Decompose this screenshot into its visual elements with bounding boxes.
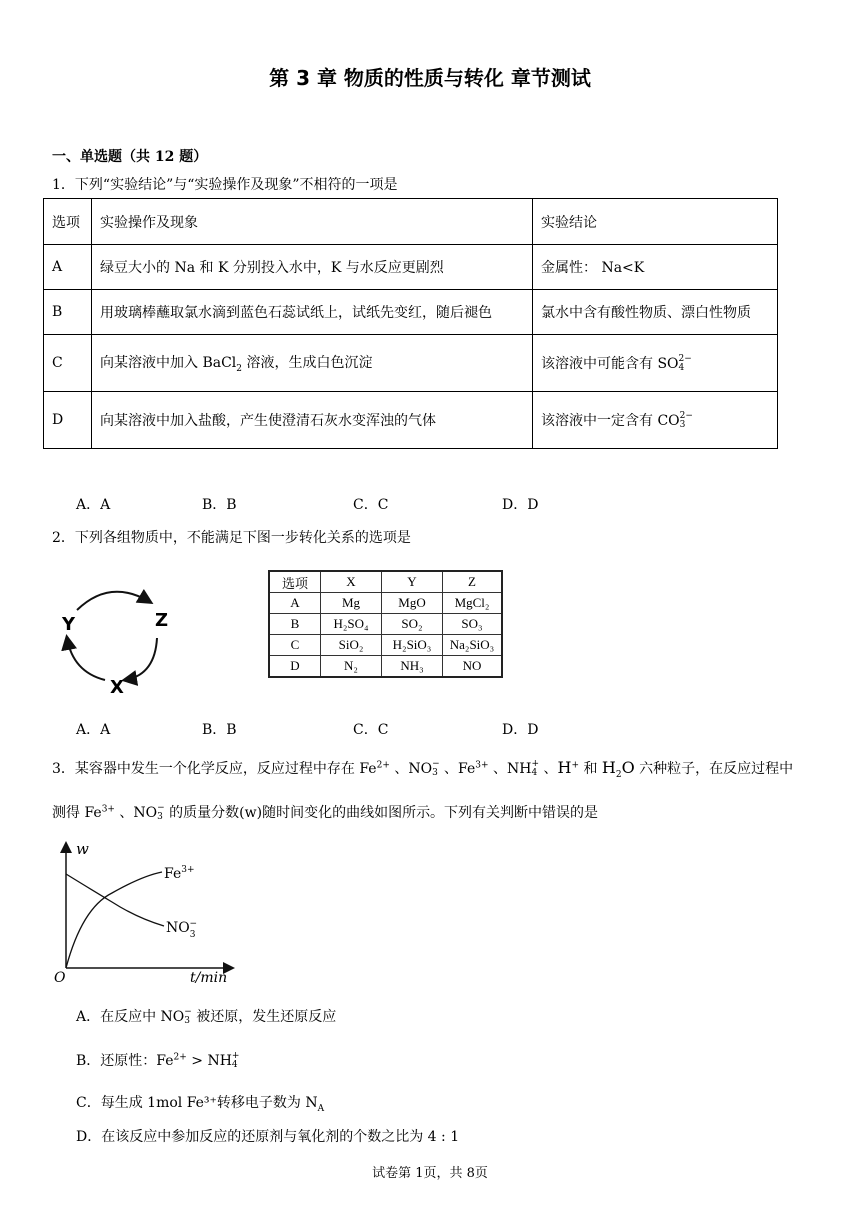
- q3-stem-line1: 3．某容器中发生一个化学反应，反应过程中存在 $Fe^{2+}$ 、NO − 3 、$Fe^{3+}$ 、NH + 4 、H+ 和 $H_2O$ 六种粒子，在反应过程中: [52, 758, 794, 780]
- subscript: 4: [678, 363, 685, 373]
- stem-text: 六种粒子，在反应过程中: [639, 761, 794, 777]
- row-option: C: [44, 335, 92, 392]
- label-y: Y: [62, 614, 76, 635]
- q1-choice-c: C．C: [353, 497, 389, 513]
- page-footer: 试卷第 1页，共 8页: [372, 1166, 488, 1181]
- table-row: [269, 656, 502, 678]
- q1-header-operation: 实验操作及现象: [92, 199, 533, 245]
- cell: NH₃: [382, 656, 443, 678]
- q1-choice-b: B．B: [202, 497, 237, 513]
- q3-option-c: [76, 1092, 324, 1114]
- subscript: 2: [236, 363, 243, 374]
- cell: SO₃: [443, 614, 503, 635]
- stem-text: 3．某容器中发生一个化学反应，反应过程中存在 Fe: [52, 761, 377, 777]
- cell: SiO₂: [321, 635, 382, 656]
- row-conclusion: 氯水中含有酸性物质、漂白性物质: [533, 290, 778, 335]
- fe3-label: $Fe^{3+}$: [164, 865, 195, 882]
- operation-text: 向某溶液中加入 BaCl: [100, 355, 237, 372]
- q1-choice-a: A．A: [76, 497, 111, 513]
- table-row: [269, 635, 502, 656]
- row-operation: 用玻璃棒蘸取氯水滴到蓝色石蕊试纸上，试纸先变红，随后褪色: [92, 290, 533, 335]
- cell: Na₂SiO₃: [443, 635, 503, 656]
- q2-choice-b: B．B: [202, 722, 237, 738]
- no3-curve: [66, 874, 164, 926]
- option-text: C．每生成 1mol Fe³⁺转移电子数为 N: [76, 1095, 318, 1111]
- subscript: 3: [679, 420, 686, 430]
- option-text: B．还原性：Fe: [76, 1053, 174, 1069]
- cell: MgCl₂: [443, 593, 503, 614]
- q2-choice-d: D．D: [502, 722, 539, 738]
- q2-table: [268, 570, 503, 678]
- q3-option-a: A．在反应中 NO − 3 被还原，发生还原反应: [76, 1007, 337, 1026]
- q2-choice-a: A．A: [76, 722, 111, 738]
- section-heading: 一、单选题（共 12 题）: [52, 149, 208, 165]
- superscript: 2−: [678, 354, 692, 364]
- arrow-x-to-y: [67, 638, 105, 680]
- table-row: [44, 335, 778, 392]
- superscript: 2−: [679, 411, 693, 421]
- no3-label: $NO_3-$: [166, 919, 198, 940]
- cell: B: [269, 614, 321, 635]
- cell: C: [269, 635, 321, 656]
- cell: A: [269, 593, 321, 614]
- header-cell: Y: [382, 571, 443, 593]
- q2-stem: 2．下列各组物质中，不能满足下图一步转化关系的选项是: [52, 530, 411, 546]
- option-text: 被还原，发生还原反应: [191, 1009, 337, 1025]
- row-conclusion: [533, 335, 778, 392]
- q3-stem-line2: 测得 $Fe^{3+}$ 、NO − 3 的质量分数(w)随时间变化的曲线如图所示。下列有关判断中错误的是: [52, 803, 599, 822]
- row-option: D: [44, 392, 92, 449]
- q3-option-b: B．还原性：$Fe^{2+}$ > NH + 4: [76, 1051, 240, 1070]
- conclusion-text: 该溶液中一定含有 CO: [541, 413, 680, 429]
- label-x: X: [110, 677, 124, 698]
- q1-choice-d: D．D: [502, 497, 539, 513]
- x-axis-label: t/min: [190, 970, 228, 983]
- cell: D: [269, 656, 321, 678]
- q2-choice-c: C．C: [353, 722, 389, 738]
- option-text: > NH: [186, 1053, 232, 1069]
- header-cell: 选项: [269, 571, 321, 593]
- label-z: Z: [155, 610, 169, 631]
- no3-label-text: NO: [166, 920, 190, 936]
- table-row: [269, 593, 502, 614]
- table-row: [269, 614, 502, 635]
- row-operation: 向某溶液中加入盐酸，产生使澄清石灰水变浑浊的气体: [92, 392, 533, 449]
- header-cell: Z: [443, 571, 503, 593]
- q1-table: [43, 198, 778, 449]
- table-row: [44, 290, 778, 335]
- page-title: 第 3 章 物质的性质与转化 章节测试: [269, 66, 591, 90]
- row-operation: [92, 335, 533, 392]
- row-option: A: [44, 245, 92, 290]
- cell: Mg: [321, 593, 382, 614]
- y-axis-label: w: [76, 840, 89, 858]
- q3-option-d: D．在该反应中参加反应的还原剂与氧化剂的个数之比为 4 : 1: [76, 1129, 460, 1145]
- q1-header-conclusion: 实验结论: [533, 199, 778, 245]
- q1-stem: 1．下列“实验结论”与“实验操作及现象”不相符的一项是: [52, 177, 398, 193]
- arrow-z-to-x: [125, 638, 157, 680]
- cell: SO₂: [382, 614, 443, 635]
- stem-text: 测得 Fe: [52, 805, 102, 821]
- subscript: A: [317, 1103, 325, 1114]
- row-option: B: [44, 290, 92, 335]
- stem-text: 的质量分数(w)随时间变化的曲线如图所示。下列有关判断中错误的是: [169, 805, 599, 821]
- fe3-label-text: Fe: [164, 866, 182, 882]
- operation-text: 溶液，生成白色沉淀: [242, 355, 373, 372]
- q1-header-option: 选项: [44, 199, 92, 245]
- cell: NO: [443, 656, 503, 678]
- cycle-diagram: [55, 580, 185, 700]
- arrow-y-to-z: [77, 592, 150, 610]
- row-operation: 绿豆大小的 Na 和 K 分别投入水中，K 与水反应更剧烈: [92, 245, 533, 290]
- table-row: [44, 392, 778, 449]
- q3-graph: [52, 838, 242, 983]
- row-conclusion: [533, 392, 778, 449]
- cell: MgO: [382, 593, 443, 614]
- header-cell: X: [321, 571, 382, 593]
- table-row: [44, 245, 778, 290]
- cell: H₂SiO₃: [382, 635, 443, 656]
- conclusion-text: 该溶液中可能含有 SO: [541, 356, 679, 372]
- cell: N₂: [321, 656, 382, 678]
- cell: H₂SO₄: [321, 614, 382, 635]
- row-conclusion: 金属性： Na<K: [533, 245, 778, 290]
- option-text: A．在反应中 NO: [76, 1009, 185, 1025]
- origin-label: O: [54, 970, 66, 983]
